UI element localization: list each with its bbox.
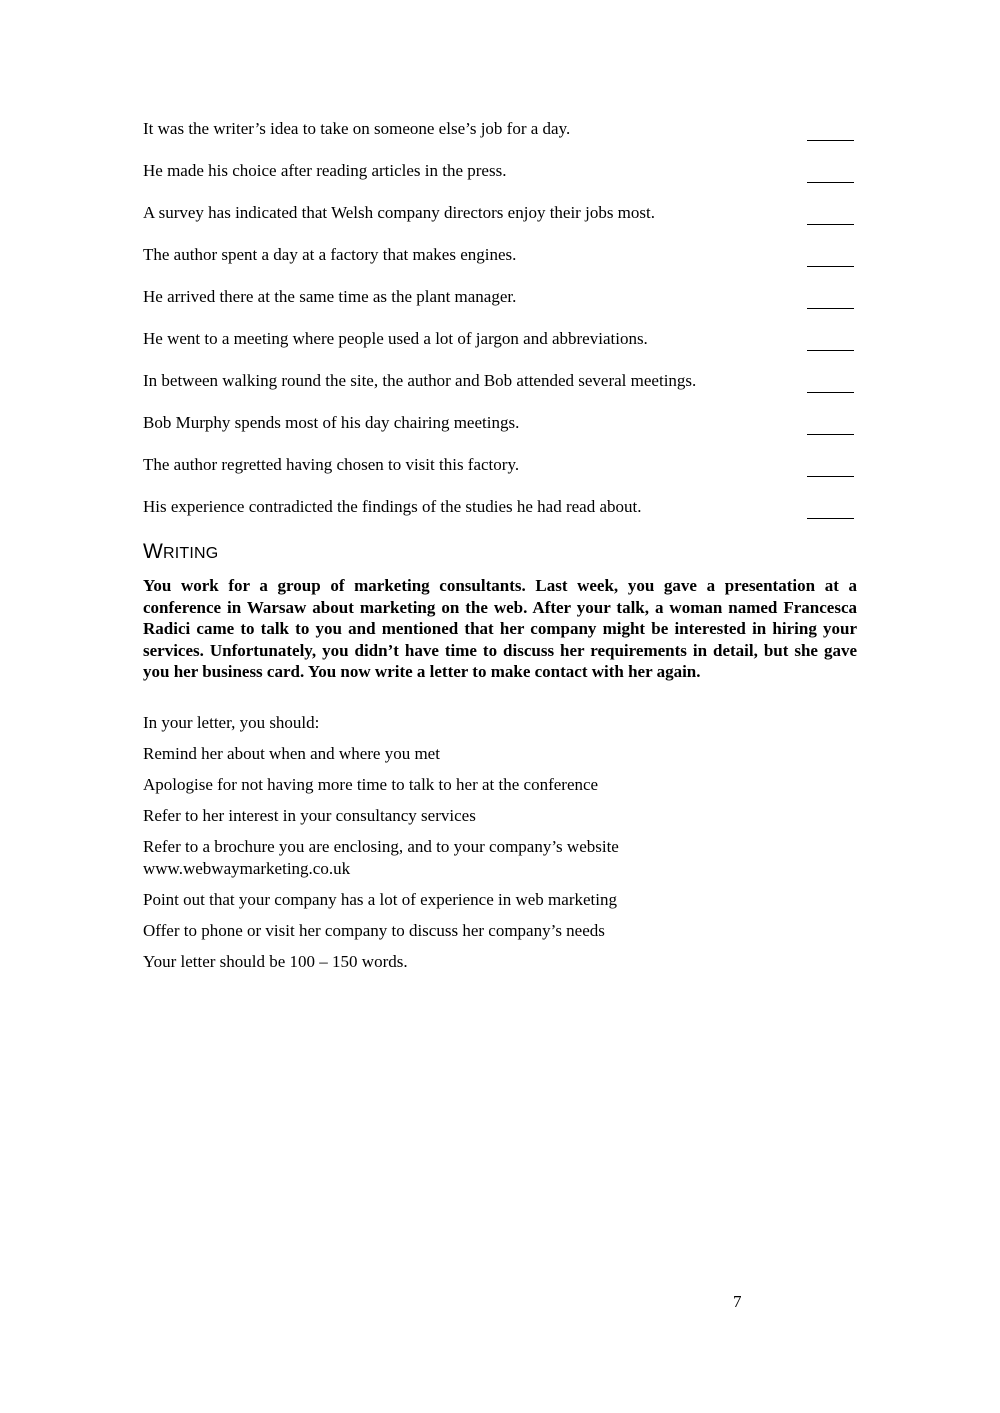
statement-row — [143, 158, 855, 200]
statement-text: He went to a meeting where people used a lot of jargon and abbreviations. — [143, 329, 648, 348]
answer-blank[interactable] — [807, 245, 854, 267]
statement-text: A survey has indicated that Welsh company directors enjoy their jobs most. — [143, 203, 655, 222]
answer-blank[interactable] — [807, 455, 854, 477]
letter-instructions — [143, 712, 703, 982]
instruction-point: Refer to a brochure you are enclosing, and to your company’s website www.webwaymarketing.co.uk — [143, 837, 619, 878]
writing-task-prompt: You work for a group of marketing consultants. Last week, you gave a presentation at a conference in Warsaw about marketing on the web. After your talk, a woman named Francesca Radici came to talk to you and mentioned that her company might be interested in hiring your services. Unfortunately, you didn’t have time to discuss her requirements in detail, but she gave you her business card. You now write a letter to make contact with her again. — [143, 576, 857, 681]
answer-blank[interactable] — [807, 287, 854, 309]
instruction-point: Refer to her interest in your consultancy services — [143, 806, 476, 825]
statement-row — [143, 284, 855, 326]
statement-row — [143, 242, 855, 284]
statement-text: He made his choice after reading articles in the press. — [143, 161, 507, 180]
answer-blank[interactable] — [807, 413, 854, 435]
statement-text: He arrived there at the same time as the plant manager. — [143, 287, 517, 306]
writing-section-heading — [143, 539, 218, 567]
page-number: 7 — [733, 1292, 742, 1311]
instruction-point: Point out that your company has a lot of experience in web marketing — [143, 889, 617, 909]
statement-row — [143, 116, 855, 158]
answer-blank[interactable] — [807, 371, 854, 393]
true-false-statements — [143, 116, 855, 536]
answer-blank[interactable] — [807, 119, 854, 141]
heading-initial: W — [143, 540, 164, 563]
statement-row — [143, 368, 855, 410]
statement-row — [143, 326, 855, 368]
heading-rest: RITING — [163, 545, 219, 562]
statement-text: It was the writer’s idea to take on someone else’s job for a day. — [143, 119, 571, 138]
statement-text: The author spent a day at a factory that makes engines. — [143, 245, 517, 264]
word-limit: Your letter should be 100 – 150 words. — [143, 951, 408, 971]
answer-blank[interactable] — [807, 497, 854, 519]
statement-text: In between walking round the site, the author and Bob attended several meetings. — [143, 371, 697, 390]
answer-blank[interactable] — [807, 203, 854, 225]
statement-row — [143, 452, 855, 494]
statement-row — [143, 410, 855, 452]
statement-text: Bob Murphy spends most of his day chairing meetings. — [143, 413, 520, 432]
instruction-point: Remind her about when and where you met — [143, 744, 440, 763]
statement-row — [143, 200, 855, 242]
instruction-point: Offer to phone or visit her company to discuss her company’s needs — [143, 920, 605, 940]
instructions-intro: In your letter, you should: — [143, 713, 320, 732]
statement-text: The author regretted having chosen to visit this factory. — [143, 455, 520, 474]
statement-text: His experience contradicted the findings of the studies he had read about. — [143, 497, 642, 516]
answer-blank[interactable] — [807, 329, 854, 351]
instruction-point: Apologise for not having more time to talk to her at the conference — [143, 775, 599, 794]
answer-blank[interactable] — [807, 161, 854, 183]
statement-row — [143, 494, 855, 536]
